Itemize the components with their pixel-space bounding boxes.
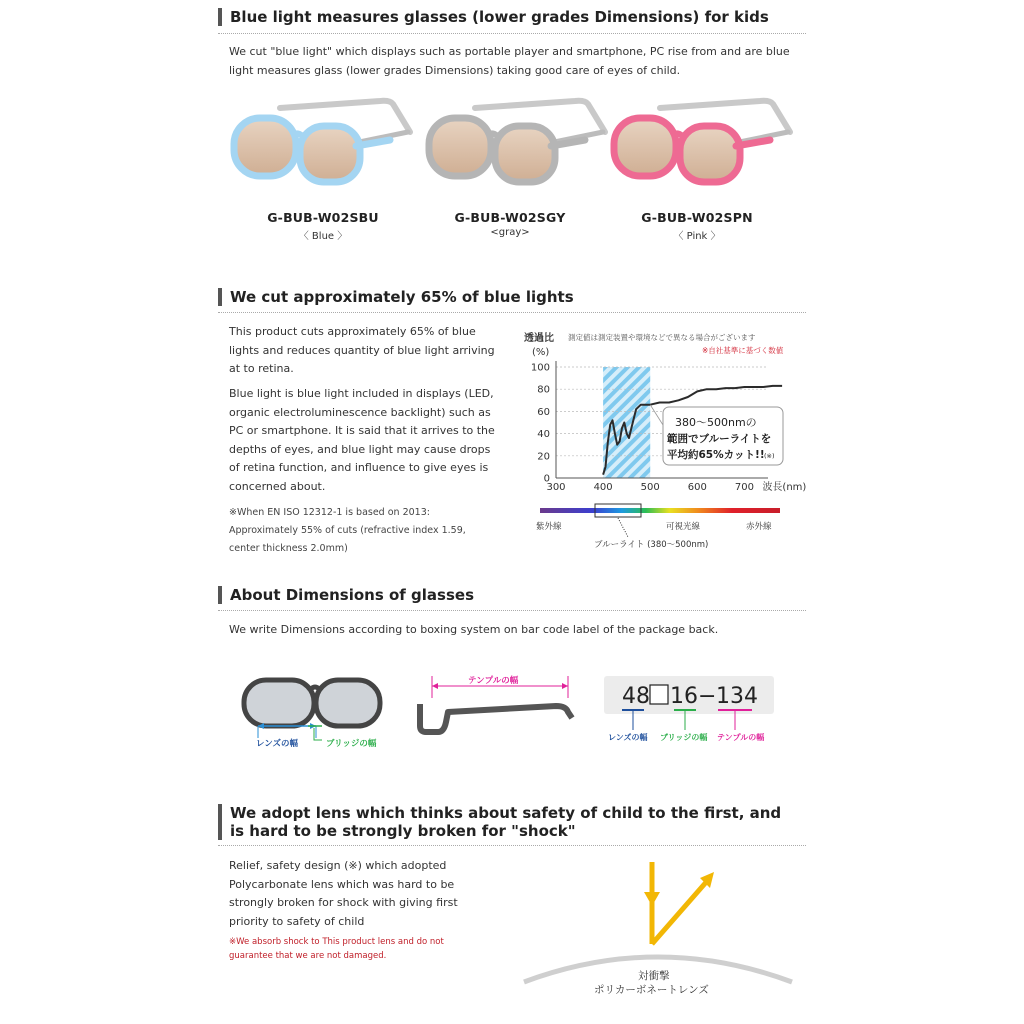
- product-gray[interactable]: [425, 210, 595, 238]
- section-title: About Dimensions of glasses: [218, 586, 806, 604]
- divider: [218, 33, 806, 34]
- section-blue-light-cut: [218, 288, 806, 306]
- diagram-label-impact: 対衝撃: [638, 970, 670, 982]
- side-view-glasses: [420, 673, 572, 732]
- callout-box: [663, 407, 783, 465]
- dimensions-intro: We write Dimensions according to boxing system on bar code label of the package back.: [229, 623, 719, 636]
- cut-paragraph-2: Blue light is blue light included in displays (LED, organic electroluminescence backlight) such as PC or smartphone. It is said that it arrives to the depths of eyes, and blue light may cause drops of retina function, and influence to give eyes is concerned about.: [229, 387, 495, 493]
- section-kids-glasses: [218, 8, 806, 26]
- label-lens-caption: レンズの幅: [608, 733, 648, 742]
- product-code: G-BUB-W02SBU: [267, 210, 379, 225]
- spectrum-bar: [540, 508, 780, 513]
- y-tick-label: 80: [537, 384, 550, 396]
- product-code: G-BUB-W02SPN: [641, 210, 753, 225]
- section-dimensions: [218, 586, 806, 604]
- x-axis-label: 波長(nm): [762, 482, 807, 493]
- callout-pointer: [650, 405, 663, 425]
- label-lens-value: 48: [622, 684, 650, 709]
- x-tick-label: 500: [640, 482, 660, 493]
- lens-width-label: レンズの幅: [256, 739, 299, 749]
- product-color: <gray>: [490, 227, 530, 238]
- label-bridge-value: 16: [670, 684, 698, 709]
- label-bridge-caption: ブリッジの幅: [660, 733, 708, 742]
- y-tick-label: 20: [537, 451, 550, 463]
- deflect-arrow: [652, 880, 708, 944]
- iso-note: ※When EN ISO 12312-1 is based on 2013: Approximately 55% of cuts (refractive index 1.59, center thickness 2.0mm): [229, 507, 466, 554]
- glasses-blue-image: [234, 101, 410, 182]
- label-dash: −: [698, 684, 717, 709]
- glasses-gray-image: [429, 101, 605, 182]
- section-intro: We cut "blue light" which displays such as portable player and smartphone, PC rise from and are blue light measures glass (lower grades Dimensions) taking good care of eyes of child.: [229, 45, 790, 77]
- temple-width-label: テンプルの幅: [468, 676, 519, 686]
- safety-paragraph: Relief, safety design (※) which adopted Polycarbonate lens which was hard to be strongly broken for shock with giving first priority to safety of child: [229, 859, 458, 928]
- label-temple-value: 134: [716, 684, 758, 709]
- y-tick-label: 100: [530, 362, 550, 374]
- x-tick-label: 300: [546, 482, 566, 493]
- divider: [218, 312, 806, 313]
- y-axis-unit: (%): [532, 347, 550, 358]
- y-axis-label: 透過比: [524, 333, 554, 344]
- section-title: We cut approximately 65% of blue lights: [218, 288, 806, 306]
- product-color: 〈 Pink 〉: [673, 231, 721, 242]
- product-blue[interactable]: [238, 210, 408, 242]
- impact-diagram: [518, 858, 808, 998]
- blue-light-band: [603, 367, 650, 478]
- section-title: Blue light measures glasses (lower grades Dimensions) for kids: [218, 8, 806, 26]
- y-tick-label: 0: [543, 473, 550, 485]
- x-tick-label: 600: [687, 482, 707, 493]
- chart-note-red: ※自社基準に基づく数値: [702, 346, 784, 355]
- glasses-pink-image: [614, 101, 790, 182]
- safety-note: ※We absorb shock to This product lens and do not guarantee that we are not damaged.: [229, 937, 444, 961]
- barcode-label: [604, 676, 774, 742]
- blue-light-label: ブルーライト (380〜500nm): [594, 540, 709, 550]
- section-title: We adopt lens which thinks about safety of child to the first, and is hard to be strongly broken for "shock": [218, 804, 800, 840]
- visible-label: 可視光線: [666, 522, 701, 532]
- divider: [218, 845, 806, 846]
- x-tick-label: 700: [734, 482, 754, 493]
- diagram-label-lens: ポリカーボネートレンズ: [594, 984, 709, 996]
- chart-note: 測定値は測定装置や環境などで異なる場合がございます: [568, 333, 756, 342]
- y-tick-label: 40: [537, 429, 550, 441]
- cut-paragraph-1: This product cuts approximately 65% of blue lights and reduces quantity of blue light arriving at to retina.: [229, 325, 495, 375]
- x-tick-label: 400: [593, 482, 613, 493]
- product-code: G-BUB-W02SGY: [454, 210, 566, 225]
- section-safety-lens: [218, 804, 806, 840]
- product-color: 〈 Blue 〉: [298, 231, 348, 242]
- callout-line-3: 平均約65%カット!!: [667, 449, 765, 461]
- front-view-glasses: [244, 680, 380, 749]
- callout-line-2: 範囲でブルーライトを: [667, 433, 772, 445]
- label-temple-caption: テンプルの幅: [717, 733, 765, 742]
- bridge-width-label: ブリッジの幅: [326, 739, 377, 749]
- product-images: [230, 96, 820, 201]
- divider: [218, 610, 806, 611]
- y-tick-label: 60: [537, 406, 550, 418]
- callout-line-1: 380〜500nmの: [675, 416, 757, 429]
- transmittance-chart: [520, 325, 810, 555]
- dimensions-diagram: [238, 668, 798, 760]
- product-pink[interactable]: [612, 210, 782, 242]
- ir-label: 赤外線: [746, 522, 772, 532]
- callout-mark: (※): [764, 452, 775, 460]
- uv-label: 紫外線: [536, 522, 562, 532]
